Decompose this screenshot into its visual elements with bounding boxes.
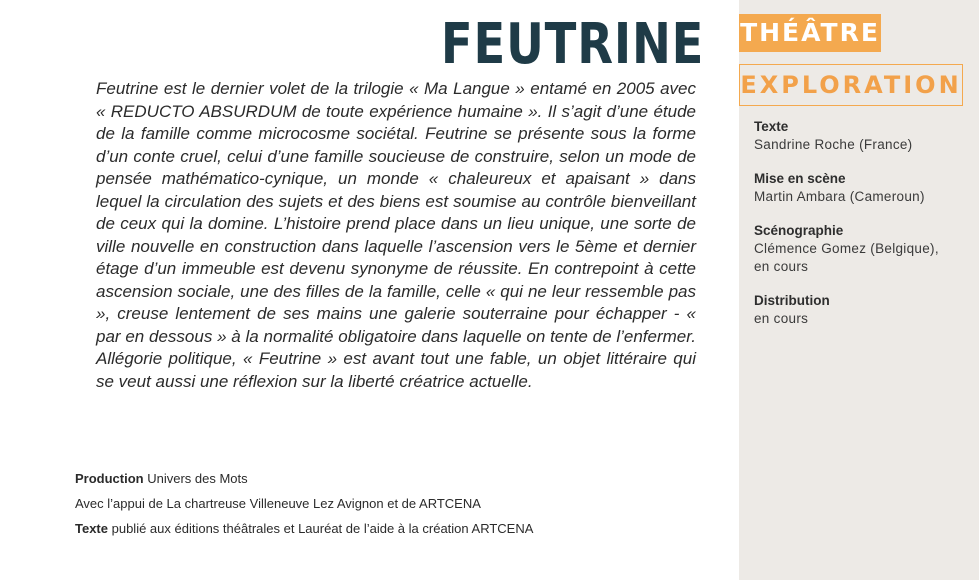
description-paragraph: Feutrine est le dernier volet de la trilogie « Ma Langue » entamé en 2005 avec « REDUCTO ABSURDUM de toute expérience humaine ». Il s’agit d’une étude de la famille comme microcosme sociétal. Feutrine se présente sous la forme d’un conte cruel, celui d’une famille soucieuse de construire, selon un mode de pensée mathématico-cynique, un monde « chaleureux et apaisant » dans lequel la circulation des sujets et des biens est soumise au contrôle bienveillant de ceux qui la domine. L’histoire prend place dans un lieu unique, une sorte de ville nouvelle en construction dans laquelle l’ascension vers le 5ème et dernier étage d’un immeuble est devenu synonyme de réussite. En contrepoint à cette ascension sociale, une des filles de la famille, celle « qui ne leur ressemble pas », creuse lentement de ses mains une galerie souterraine pour échapper - « par en dessous » à la normalité obligatoire dans laquelle on tente de l’enfermer. Allégorie politique, « Feutrine » est avant tout une fable, un objet littéraire qui se veut aussi une réflexion sur la liberté créatrice actuelle. bbox=[96, 79, 696, 391]
info-value: Martin Ambara (Cameroun) bbox=[754, 189, 925, 204]
credit-production bbox=[75, 466, 715, 491]
credit-text: Avec l’appui de La chartreuse Villeneuve Lez Avignon et de ARTCENA bbox=[75, 496, 481, 511]
info-label: Mise en scène bbox=[754, 171, 846, 186]
info-label: Scénographie bbox=[754, 223, 844, 238]
credit-publication bbox=[75, 516, 715, 541]
sidebar bbox=[739, 0, 979, 580]
info-scenographie bbox=[754, 222, 976, 276]
page-title: FEUTRINE bbox=[440, 12, 704, 77]
credits bbox=[75, 466, 715, 541]
exploration-badge: EXPLORATION bbox=[739, 64, 963, 106]
info-value: Sandrine Roche (France) bbox=[754, 137, 913, 152]
info-label: Distribution bbox=[754, 293, 830, 308]
theatre-badge: THÉÂTRE bbox=[739, 14, 881, 52]
credit-text: publié aux éditions théâtrales et Lauréat de l’aide à la création ARTCENA bbox=[108, 521, 534, 536]
info-value: en cours bbox=[754, 311, 809, 326]
info-distribution bbox=[754, 292, 976, 328]
info-texte bbox=[754, 118, 976, 154]
credit-label: Texte bbox=[75, 521, 108, 536]
info-value: en cours bbox=[754, 259, 809, 274]
info-mise-en-scene bbox=[754, 170, 976, 206]
info-list bbox=[754, 118, 976, 344]
info-label: Texte bbox=[754, 119, 789, 134]
info-value: Clémence Gomez (Belgique), bbox=[754, 241, 939, 256]
credit-label: Production bbox=[75, 471, 144, 486]
credit-text: Univers des Mots bbox=[143, 471, 248, 486]
credit-support bbox=[75, 491, 715, 516]
